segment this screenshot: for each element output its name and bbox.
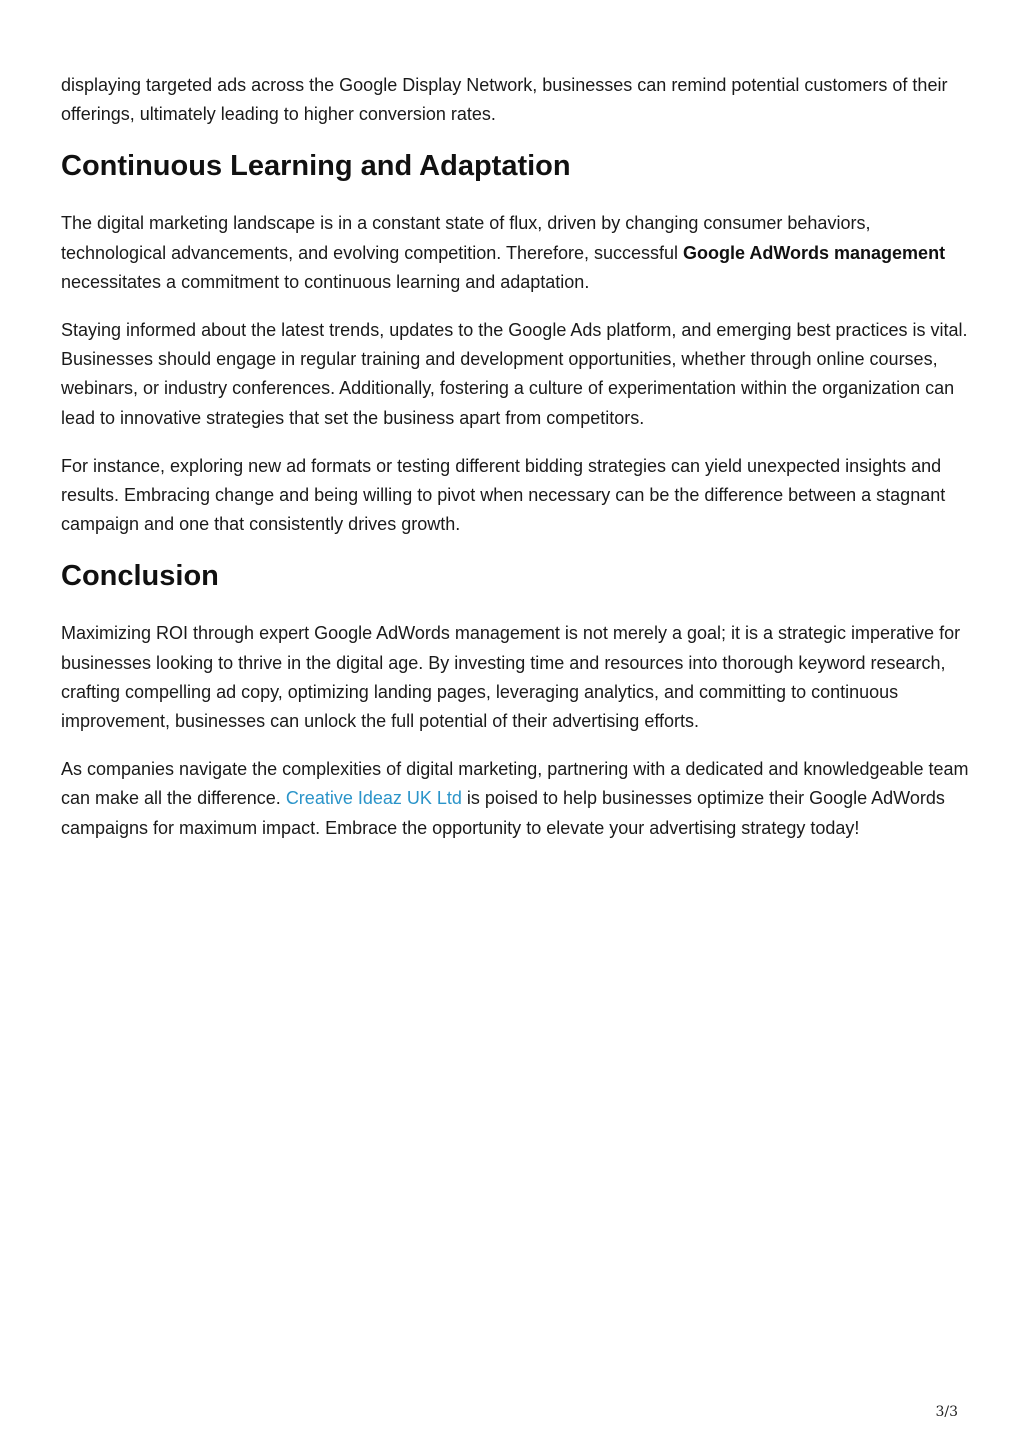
conclusion-paragraph-1: Maximizing ROI through expert Google AdWords management is not merely a goal; it is a strategic imperative for businesses looking to thrive in the digital age. By investing time and resources into thorough keyword research, crafting compelling ad copy, optimizing landing pages, leveraging analytics, and committing to continuous improvement, businesses can unlock the full potential of their advertising efforts. xyxy=(61,623,961,732)
page-number: 3/3 xyxy=(935,1404,958,1420)
intro-paragraph: displaying targeted ads across the Google Display Network, businesses can remind potential customers of their offerings, ultimately leading to higher conversion rates. xyxy=(61,75,948,125)
learning-paragraph-3: For instance, exploring new ad formats or testing different bidding strategies can yield unexpected insights and results. Embracing change and being willing to pivot when necessary can be the difference between a stagnant campaign and one that consistently drives growth. xyxy=(61,455,946,535)
bold-keyword: Google AdWords management xyxy=(683,242,946,263)
conclusion-paragraph-2-text-before: As companies navigate the complexities of digital marketing, partnering with a dedicated and knowledgeable team can make all the difference. xyxy=(61,759,969,809)
company-link[interactable]: Creative Ideaz UK Ltd xyxy=(285,788,462,809)
conclusion-paragraph-2-text-after: is poised to help businesses optimize their Google AdWords campaigns for maximum impact. Embrace the opportunity to elevate your advertising strategy today! xyxy=(61,788,945,838)
section-heading-learning: Continuous Learning and Adaptation xyxy=(61,150,571,183)
document-body xyxy=(61,71,971,862)
learning-paragraph-1-text-before: The digital marketing landscape is in a constant state of flux, driven by changing consumer behaviors, technological advancements, and evolving competition. Therefore, successful xyxy=(61,213,871,263)
section-heading-conclusion: Conclusion xyxy=(61,560,219,593)
learning-paragraph-1 xyxy=(61,209,971,297)
conclusion-paragraph-2 xyxy=(61,755,971,843)
learning-paragraph-2: Staying informed about the latest trends, updates to the Google Ads platform, and emerging best practices is vital. Businesses should engage in regular training and development opportunities, whether through online courses, webinars, or industry conferences. Additionally, fostering a culture of experimentation within the organization can lead to innovative strategies that set the business apart from competitors. xyxy=(61,320,968,428)
learning-paragraph-1-text-after: necessitates a commitment to continuous learning and adaptation. xyxy=(61,271,590,292)
